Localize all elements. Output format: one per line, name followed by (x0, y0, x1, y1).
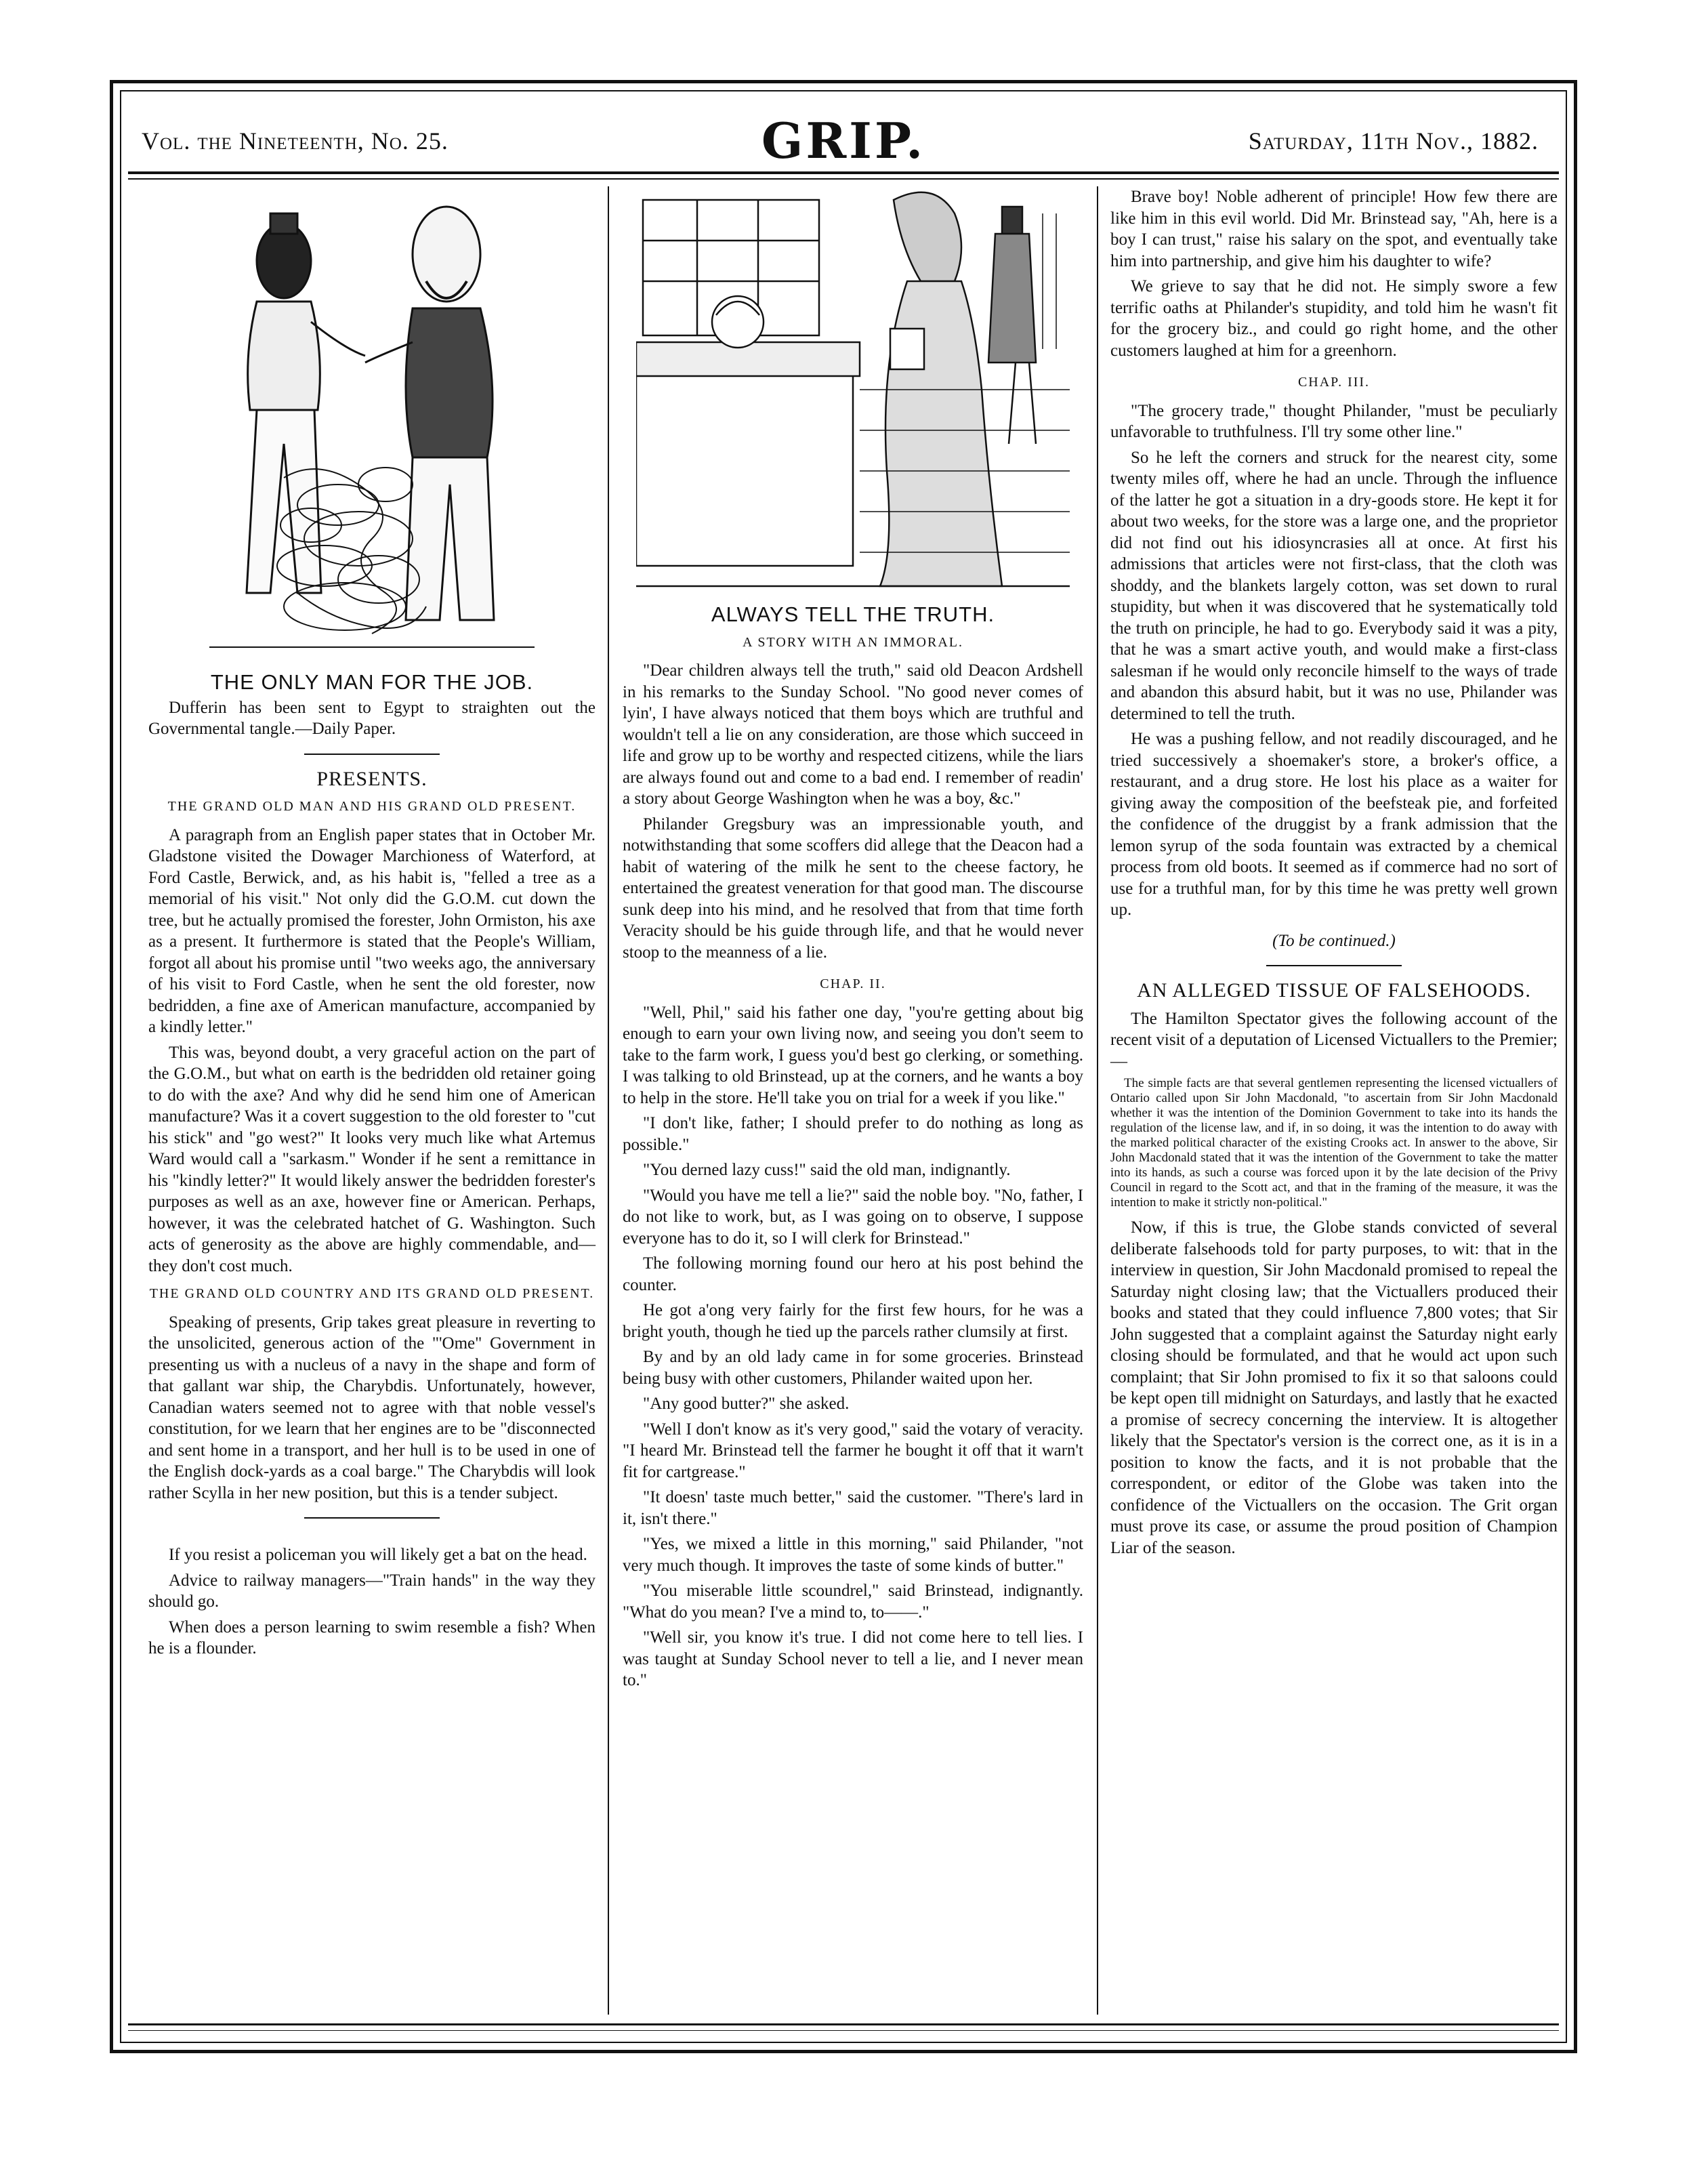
story-paragraph: Philander Gregsbury was an impressionable youth, and notwithstanding that some scoffers did allege that the Deacon had a habit of watering of the milk he sent to the cheese factory, he entertained the greatest veneration for that good man. The discourse sunk deep into his mind, and he resolved that from that time forth Veracity should be his guide through life, and that he would never stoop to the meanness of a lie. (623, 815, 1083, 962)
section-rule (304, 754, 440, 755)
country-subheading: THE GRAND OLD COUNTRY AND ITS GRAND OLD PRESENT. (149, 1286, 595, 1301)
chapter-heading: CHAP. II. (820, 976, 886, 991)
cartoon-grocery-illustration (636, 186, 1070, 593)
joke-2: Advice to railway managers—"Train hands" in the way they should go. (148, 1571, 596, 1611)
story-paragraph: The following morning found our hero at his post behind the counter. (623, 1254, 1083, 1294)
cartoon-only-man-illustration (182, 186, 562, 661)
story-subheading: A STORY WITH AN IMMORAL. (743, 634, 963, 650)
cartoon-text: Dufferin has been sent to Egypt to straighten out the Governmental tangle.—Daily Paper. (148, 698, 596, 738)
story-paragraph: "It doesn' taste much better," said the customer. "There's lard in it, isn't there." (623, 1488, 1083, 1528)
chapter-heading: CHAP. III. (1297, 375, 1371, 390)
bottom-rule-thin (128, 2030, 1559, 2031)
story-paragraph: "Yes, we mixed a little in this morning," said Philander, "not very much though. It improves the taste of some kinds of butter." (623, 1535, 1083, 1575)
section-rule (1266, 965, 1402, 966)
newspaper-title: GRIP. (761, 112, 926, 169)
story-paragraph: So he left the corners and struck for the nearest city, some twenty miles off, where he had an uncle. Through the influence of the latter he got a situation in a dry-goods store. He kept it for about two weeks, for the store was a large one, and the proprietor did not find out his idiosyncrasies all at once. At first his admissions that articles were not first-class, that the cloth was shoddy, and the blankets largely cotton, was set down to rural stupidity, but when it was discovered that he systematically told the truth on principle, he had to go. Everybody said it was a pity, that he was a smart active youth, and would make a first-class salesman if he would only reconcile himself to the ways of trade and abandon this absurd habit, but it was no use, Philander was determined to tell the truth. (1110, 448, 1558, 723)
masthead-rule-thin (128, 178, 1559, 180)
page-frame (110, 80, 1577, 2053)
story-paragraph: "Any good butter?" she asked. (643, 1395, 850, 1413)
quoted-passage: The simple facts are that several gentlemen representing the licensed victuallers of Ontario called upon Sir John Macdonald, "to ascertain from Sir John Macdonald whether it was the intention of the Dominion Government to take into its hands the regulation of the license law, and if, in so doing, it was the intention to do away with the marked political character of the existing Crooks act. In answer to the above, Sir John Macdonald stated that it was the intention of the Government to take the matter into its hands, as such a course was forced upon it by the late decision of the Privy Council in regard to the Scott act, and that in the framing of the measure, it was the intention to make it strictly non-political." (1110, 1076, 1558, 1210)
column-2 (623, 186, 1083, 1695)
cartoon-caption: THE ONLY MAN FOR THE JOB. (210, 670, 534, 694)
story-paragraph: He got a'ong very fairly for the first few hours, for he was a bright youth, though he tied up the parcels rather clumsily at first. (623, 1301, 1083, 1341)
page-frame-inner (120, 90, 1567, 2043)
country-paragraph-1: Speaking of presents, Grip takes great pleasure in reverting to the unsolicited, generous action of the "'Ome" Government in presenting us with a nucleus of a navy in the shape and form of that gallant war ship, the Charybdis. Unfortunately, however, Canadian waters seemed not to agree with that noble vessel's constitution, for we learn that her engines are to be "disconnected and sent home in a transport, and her hull is to be used in one of the English dock-yards as a coal barge." The Charybdis will look rather Scylla in her new position, but this is a tender subject. (148, 1313, 596, 1502)
article-paragraph: Now, if this is true, the Globe stands convicted of several deliberate falsehoods told for party purposes, to wit: that in the interview in question, Sir John Macdonald promised to repeal the Saturday night closing law; that the Victuallers produced their books and stated that they could influence 7,800 votes; that Sir John suggested that a complaint against the Saturday night early closing should be formulated, and that he would act upon such complaint; that Sir John promised to fix it so that saloons could be kept open till midnight on Saturdays, and lastly that he exacted a promise of secrecy concerning the interview. It is altogether likely that the Spectator's version is the correct one, as it is in a position to know the facts, and it is not probable that the correspondent, or editor of the Globe was taken into the confidence of the Victuallers on the occasion. The Grit organ must prove its case, or assume the proud position of Champion Liar of the season. (1110, 1218, 1558, 1557)
story-paragraph: By and by an old lady came in for some groceries. Brinstead being busy with other customers, Philander waited upon her. (623, 1348, 1083, 1388)
issue-date: Saturday, 11th Nov., 1882. (1248, 127, 1539, 154)
joke-3: When does a person learning to swim resemble a fish? When he is a flounder. (148, 1618, 596, 1657)
volume-number: Vol. the Nineteenth, No. 25. (142, 127, 448, 154)
masthead-rule (128, 171, 1559, 174)
story-paragraph: "Well I don't know as it's very good," said the votary of veracity. "I heard Mr. Brinstead tell the farmer he bought it off that it warn't fit for cartgrease." (623, 1420, 1083, 1481)
to-be-continued: (To be continued.) (1272, 931, 1396, 950)
story-paragraph: "Dear children always tell the truth," said old Deacon Ardshell in his remarks to the Sunday School. "No good never comes of lyin', I have always noticed that them boys which are truthful and wouldn't tell a lie on any consideration, are those which succeed in life and grow up to be worthy and respected citizens, while the liars are always found out and come to a bad end. I remember of readin' a story about George Washington when he was a boy, &c." (623, 661, 1083, 808)
article-paragraph: The Hamilton Spectator gives the following account of the recent visit of a deputation of Licensed Victuallers to the Premier;— (1110, 1009, 1558, 1071)
bottom-rule (128, 2023, 1559, 2025)
column-divider-1 (608, 186, 609, 2015)
story-paragraph: "You miserable little scoundrel," said Brinstead, indignantly. "What do you mean? I've a mind to, to——." (623, 1582, 1083, 1622)
gom-paragraph-2: This was, beyond doubt, a very graceful action on the part of the G.O.M., but what on earth is the bedridden old retainer going to do with the axe? And why did he send him one of American manufacture? Was it a covert suggestion to the old forester to "cut his stick" and "go west?" It looks very much like what Artemus Ward would call a "sarkasm." Wonder if he sent a remittance in his "kindly letter?" It would likely answer the bedridden forester's purposes as well as an axe, however fine or American. Perhaps, however, it was the celebrated hatchet of G. Washington. Such acts of generosity as the above are highly commendable, and—they don't cost much. (148, 1043, 596, 1275)
cartoon-caption: ALWAYS TELL THE TRUTH. (711, 602, 995, 626)
story-paragraph: He was a pushing fellow, and not readily discouraged, and he tried successively a shoemaker's store, a broker's office, a restaurant, and a drug store. He lost his place as a waiter for giving away the composition of the beefsteak pie, and forfeited the confidence of the druggist by a frank admission that the lemon syrup of the soda fountain was extracted by a chemical process from old boots. It seemed as if commerce had no sort of use for a truthful man, for by this time he was pretty well grown up. (1110, 730, 1558, 919)
presents-heading: PRESENTS. (316, 767, 427, 790)
story-paragraph: We grieve to say that he did not. He simply swore a few terrific oaths at Philander's stupidity, and told him he wasn't fit for the grocery biz., and could go right home, and the other customers laughed at him for a greenhorn. (1110, 277, 1558, 360)
alleged-heading: AN ALLEGED TISSUE OF FALSEHOODS. (1137, 979, 1531, 1002)
column-3 (1110, 186, 1558, 1563)
story-paragraph: "You derned lazy cuss!" said the old man, indignantly. (643, 1161, 1011, 1179)
column-divider-2 (1097, 186, 1098, 2015)
gom-subheading: THE GRAND OLD MAN AND HIS GRAND OLD PRESENT. (167, 799, 577, 814)
story-paragraph: "I don't like, father; I should prefer to do nothing as long as possible." (623, 1114, 1083, 1154)
section-rule (304, 1517, 440, 1519)
story-paragraph: "Well sir, you know it's true. I did not come here to tell lies. I was taught at Sunday School never to tell a lie, and I never mean to." (623, 1628, 1083, 1689)
joke-1: If you resist a policeman you will likely get a bat on the head. (169, 1546, 587, 1564)
story-paragraph: "The grocery trade," thought Philander, "must be peculiarly unfavorable to truthfulness. I'll try some other line." (1110, 401, 1558, 441)
column-1 (148, 186, 596, 1664)
gom-paragraph-1: A paragraph from an English paper states that in October Mr. Gladstone visited the Dowager Marchioness of Waterford, at Ford Castle, Berwick, and, as his habit is, "felled a tree as a memorial of his visit." Not only did the G.O.M. cut down the tree, but he actually promised the forester, John Ormiston, his axe as a present. It furthermore is stated that the People's William, forgot all about his promise until "two weeks ago, the anniversary of his visit to Ford Castle, when he sent the old forester, now bedridden, a fine axe of American manufacture, accompanied by a kindly letter." (148, 825, 596, 1036)
story-paragraph: Brave boy! Noble adherent of principle! How few there are like him in this evil world. Did Mr. Brinstead say, "Ah, here is a boy I can trust," raise his salary on the spot, and eventually take him into partnership, and give him his daughter to wife? (1110, 188, 1558, 270)
story-paragraph: "Would you have me tell a lie?" said the noble boy. "No, father, I do not like to work, but, as I was going on to observe, I suppose everyone has to do it, so I will clerk for Brinstead." (623, 1186, 1083, 1248)
masthead (135, 112, 1552, 169)
story-paragraph: "Well, Phil," said his father one day, "you're getting about big enough to earn your own living now, and seeing you don't seem to take to the farm work, I guess you'd best go clerking, or something. I was talking to old Brinstead, up at the corners, and he wants a boy to help in the store. He'll take you on trial for a week if you like." (623, 1003, 1083, 1107)
